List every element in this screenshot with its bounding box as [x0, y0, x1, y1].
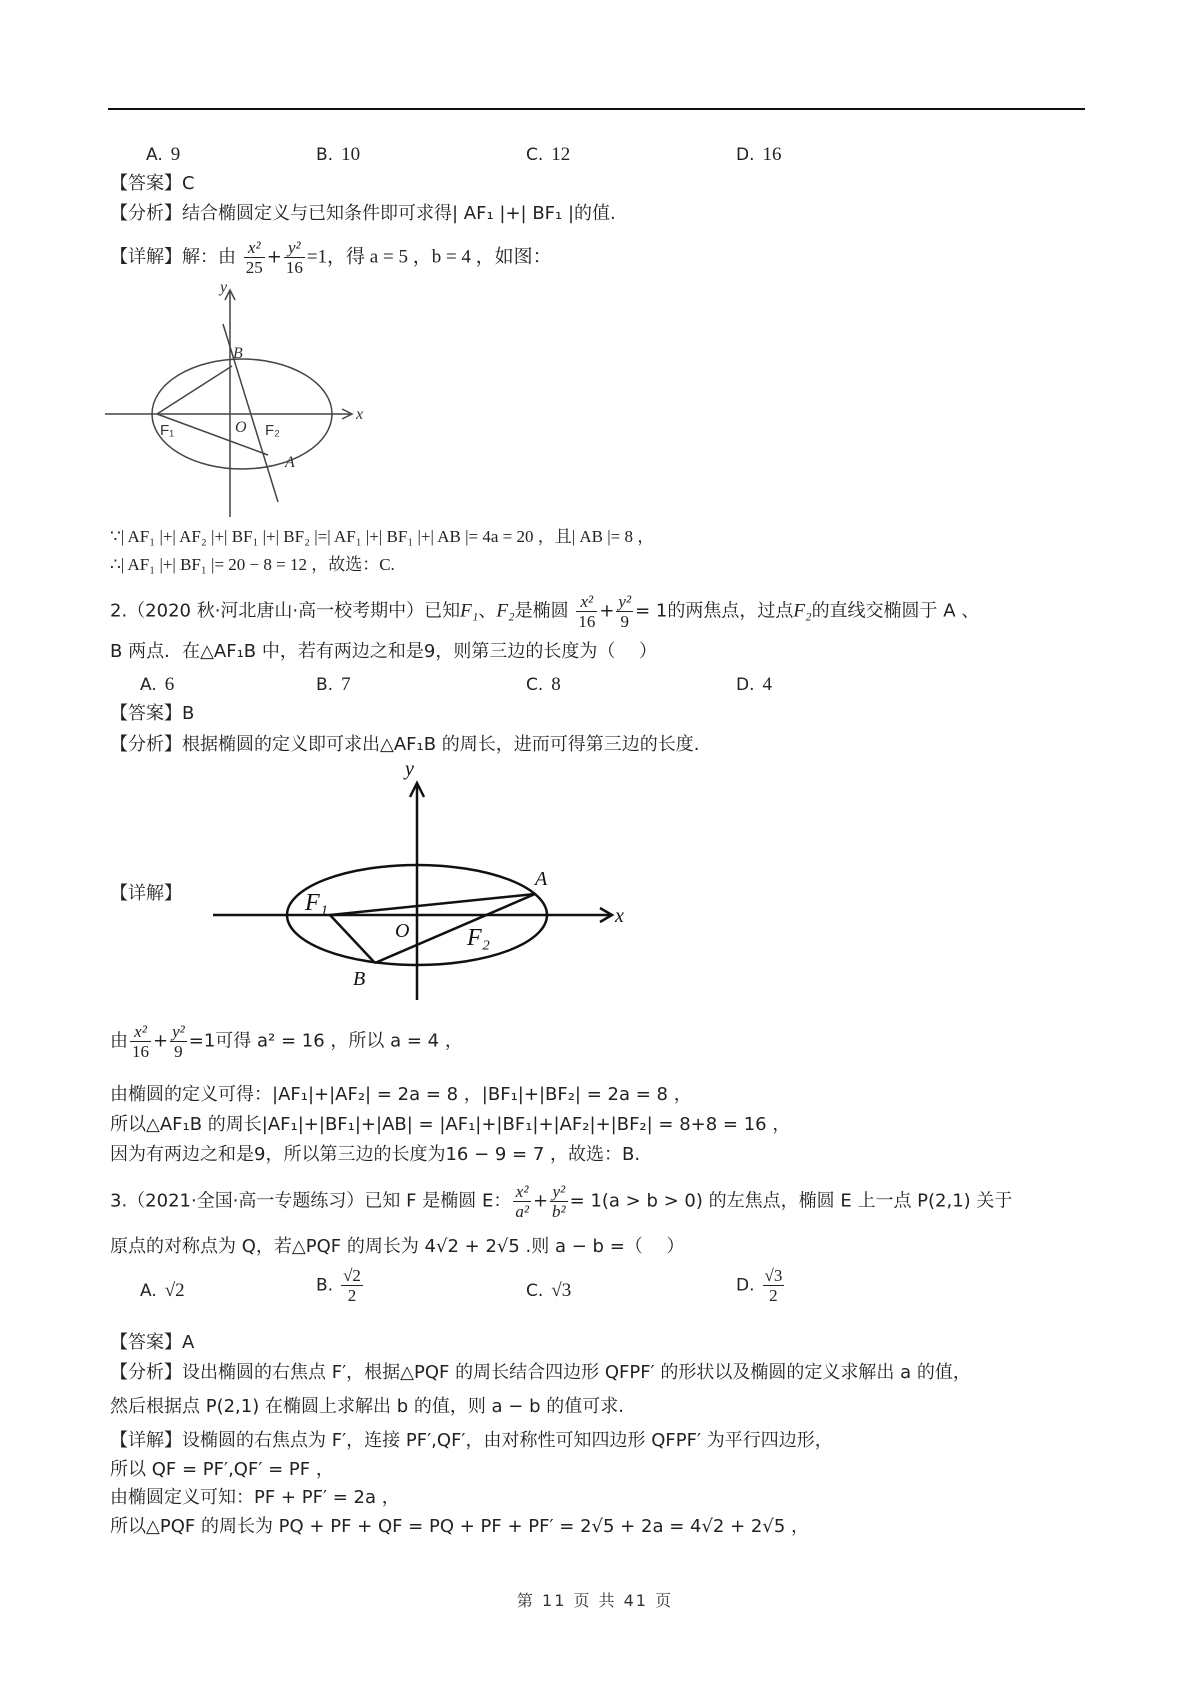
q2-option-a: A. 6: [140, 674, 175, 695]
segment-f1b: [157, 366, 232, 414]
q1-ellipse-diagram: [100, 272, 390, 522]
q3-stem-line-2: 原点的对称点为 Q，若△PQF 的周长为 4√2 + 2√5 .则 a − b =（ ）: [110, 1236, 685, 1257]
fraction: $\frac{\text{y²}}{9}$: [172, 1022, 185, 1061]
fraction: $\frac{\text{x²}}{16}$: [132, 1022, 149, 1061]
q3-option-b: B. $\frac{√2}{2}$: [316, 1266, 361, 1305]
q2-step-4: 因为有两边之和是9，所以第三边的长度为16 − 9 = 7 ，故选：B.: [110, 1144, 641, 1165]
svg-text:B: B: [353, 968, 366, 990]
q2-step-3: 所以△AF₁B 的周长|AF₁|+|BF₁|+|AB| = |AF₁|+|BF₁|+|AF₂|+|BF₂| = 8+8 = 16 ，: [110, 1114, 791, 1135]
q1-step-1: ∵| AF₁ |+| AF₂ |+| BF₁ |+| BF₂ |=| AF₁ |+| BF₁ |+| AB |= 4a = 20 ，且| AB |= 8 ，: [110, 527, 655, 546]
q3-detail-line-2: 所以 QF = PF′,QF′ = PF ，: [110, 1459, 334, 1480]
q2-step-1: 由 $\frac{\text{x²}}{16}$ + $\frac{\text{y²}}{9}$ =1可得 a² = 16 ，所以 a = 4 ，: [110, 1022, 463, 1061]
q2-step-2: 由椭圆的定义可得：|AF₁|+|AF₂| = 2a = 8 ，|BF₁|+|BF₂| = 2a = 8 ，: [110, 1084, 692, 1105]
line-ab: [223, 324, 278, 502]
q2-detail-label: 【详解】: [110, 883, 182, 904]
svg-text:x: x: [356, 406, 364, 423]
svg-text:y: y: [220, 279, 228, 296]
svg-text:y: y: [405, 765, 414, 780]
fraction: $\frac{\text{y²}}{9}$: [618, 592, 632, 631]
q3-option-d: D. $\frac{√3}{2}$: [736, 1266, 783, 1305]
svg-text:x: x: [615, 905, 624, 927]
q3-detail-line-4: 所以△PQF 的周长为 PQ + PF + QF = PQ + PF + PF′ = 2√5 + 2a = 4√2 + 2√5 ，: [110, 1516, 809, 1537]
q3-analysis-line-2: 然后根据点 P(2,1) 在椭圆上求解出 b 的值，则 a − b 的值可求.: [110, 1396, 624, 1417]
q2-stem-line-1: 2.（2020 秋·河北唐山·高一校考期中）已知F₁、F₂是椭圆 $\frac{\text{x²}}{16}$ + $\frac{\text{y²}}{9}$ = 1的两焦点，过点F₂的直线交椭圆于 A 、: [110, 592, 980, 631]
svg-text:A: A: [535, 868, 548, 890]
svg-text:F₂: F₂: [467, 925, 491, 951]
q3-stem-line-1: 3.（2021·全国·高一专题练习）已知 F 是椭圆 E： $\frac{\text{x²}}{\text{a²}}$ + $\frac{\text{y²}}{\text{b²}}$ = 1(a > b > 0) 的左焦点，椭圆 E 上一点 P(2,1) 关于: [110, 1182, 1013, 1221]
fraction: $\frac{\text{x²}}{\text{a²}}$: [515, 1182, 529, 1221]
q3-answer: 【答案】A: [110, 1332, 195, 1353]
q1-option-d: D. 16: [736, 144, 782, 165]
q1-detail: 【详解】解：由 $\frac{\text{x²}}{25}$ + $\frac{\text{y²}}{16}$ =1，得 a = 5 ，b = 4 ，如图：: [110, 238, 552, 277]
svg-text:O: O: [395, 920, 410, 942]
svg-text:F₂: F₂: [265, 422, 280, 439]
fraction: $\frac{\text{y²}}{\text{b²}}$: [552, 1182, 566, 1221]
q3-option-c: C. √3: [526, 1280, 572, 1301]
q1-option-a: A. 9: [146, 144, 181, 165]
svg-text:F₁: F₁: [160, 422, 175, 439]
svg-text:F₁: F₁: [305, 890, 329, 916]
q1-analysis: 【分析】结合椭圆定义与已知条件即可求得| AF₁ |+| BF₁ |的值.: [110, 203, 616, 224]
header-rule: [108, 108, 1085, 110]
fraction: $\frac{\text{x²}}{16}$: [578, 592, 596, 631]
q2-option-d: D. 4: [736, 674, 772, 695]
q3-detail-line-3: 由椭圆定义可知：PF + PF′ = 2a ，: [110, 1487, 400, 1508]
q1-option-b: B. 10: [316, 144, 361, 165]
q1-option-c: C. 12: [526, 144, 571, 165]
q2-answer: 【答案】B: [110, 703, 195, 724]
q2-option-c: C. 8: [526, 674, 561, 695]
segment-f1a: [330, 894, 535, 915]
q1-answer: 【答案】C: [110, 173, 195, 194]
q3-detail-line-1: 【详解】设椭圆的右焦点为 F′，连接 PF′,QF′，由对称性可知四边形 QFPF′ 为平行四边形，: [110, 1430, 833, 1451]
q3-analysis-line-1: 【分析】设出椭圆的右焦点 F′，根据△PQF 的周长结合四边形 QFPF′ 的形状以及椭圆的定义求解出 a 的值，: [110, 1362, 971, 1383]
svg-text:O: O: [235, 419, 247, 436]
q2-analysis: 【分析】根据椭圆的定义即可求出△AF₁B 的周长，进而可得第三边的长度.: [110, 734, 700, 755]
fraction: $\frac{\text{x²}}{25}$: [245, 238, 263, 277]
q2-stem-line-2: B 两点．在△AF₁B 中，若有两边之和是9，则第三边的长度为（ ）: [110, 641, 658, 662]
fraction: $\frac{\text{y²}}{16}$: [285, 238, 303, 277]
page-number-footer: 第 11 页 共 41 页: [516, 1591, 674, 1610]
q2-option-b: B. 7: [316, 674, 351, 695]
q2-ellipse-diagram: [205, 765, 625, 1005]
svg-text:A: A: [285, 454, 295, 471]
segment-f1b: [330, 915, 375, 963]
svg-text:B: B: [233, 345, 243, 362]
q3-option-a: A. √2: [140, 1280, 185, 1301]
q1-step-2: ∴| AF₁ |+| BF₁ |= 20 − 8 = 12 ，故选：C.: [110, 555, 395, 574]
